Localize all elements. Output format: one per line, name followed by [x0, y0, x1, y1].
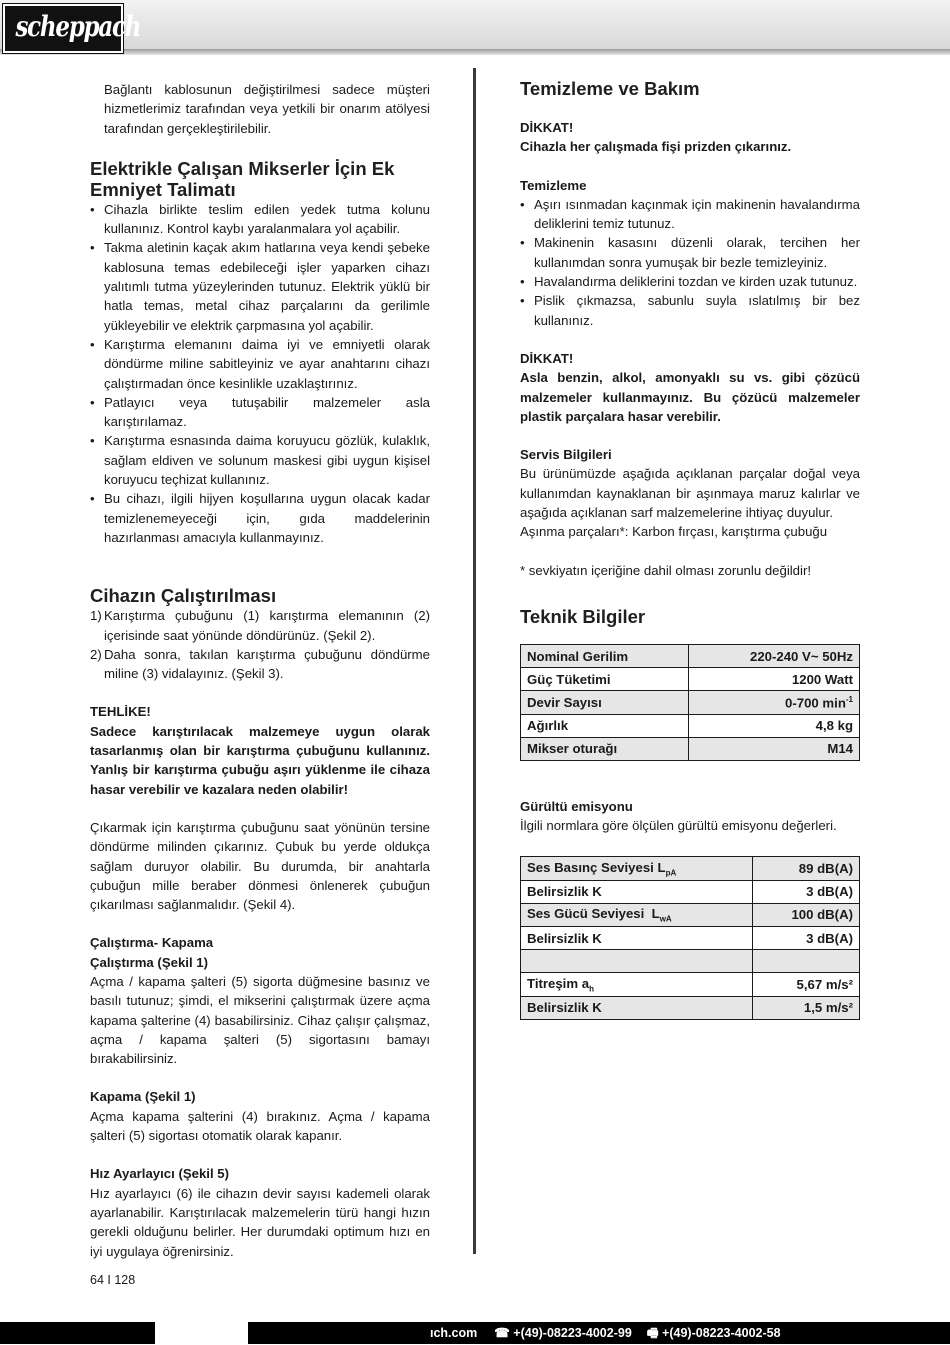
list-item: 2) Daha sonra, takılan karıştırma çubuğunu döndürme miline (3) vidalayınız. (Şekil 3).: [90, 646, 430, 682]
bullet: •: [90, 433, 95, 449]
page-number: 64 I 128: [90, 1273, 136, 1287]
bullet: •: [90, 394, 95, 410]
footer-gap: [155, 1322, 248, 1344]
noise-text: İlgili normlara göre ölçülen gürültü emisyonu değerleri.: [520, 818, 837, 834]
caution-text: Cihazla her çalışmada fişi prizden çıkarınız.: [520, 139, 792, 155]
table-row: Ses Basınç Seviyesi $L_{pA}$ 89 dB(A): [521, 857, 860, 880]
bullet: •: [520, 293, 525, 309]
fax-icon: 🖷: [646, 1326, 659, 1340]
noise-heading: Gürültü emisyonu: [520, 798, 633, 814]
care-heading: Temizleme ve Bakım: [520, 78, 700, 99]
bullet: •: [520, 196, 525, 212]
phone-number: +(49)-08223-4002-99: [513, 1326, 632, 1340]
list-item: • Makinenin kasasını düzenli olarak, tercihen her kullanımdan sonra yumuşak bir bezle temizleyiniz.: [520, 235, 860, 270]
service-heading: Servis Bilgileri: [520, 447, 612, 463]
right-column: [520, 78, 860, 1020]
table-row: Nominal Gerilim 220-240 V~ 50Hz: [521, 644, 860, 667]
noise-table: [520, 856, 860, 1019]
logo-text: scheppach: [15, 10, 141, 43]
list-item: • Takma aletinin kaçak akım hatlarına veya kendi şebeke kablosuna temas edebileceği işler yaparken cihazı yalıtımlı tutma yüzeylerinden tutunuz. Elektrik yüklü bir hatla temas, metal cihaz parçalarını da gerilimle yükleyebilir ve elektrik çarpmasına yol açabilir.: [90, 240, 430, 333]
danger-text: Sadece karıştırılacak malzemeye uygun olarak tasarlanmış olan bir karıştırma çubuğunu kullanınız. Yanlış bir karıştırma çubuğu aşırı yüklenme ile cihaza hasar verebilir ve kazalara neden olabilir!: [90, 723, 430, 797]
wear-parts-text: Aşınma parçaları*: Karbon fırçası, karıştırma çubuğu: [520, 524, 828, 540]
phone-icon: ☎: [494, 1326, 510, 1340]
table-row: Ses Gücü Seviyesi $L_{wA}$ 100 dB(A): [521, 903, 860, 926]
table-row: Devir Sayısı 0-700 $\min^{-1}$: [521, 691, 860, 714]
stop-heading: Kapama (Şekil 1): [90, 1089, 196, 1105]
caution-text: Asla benzin, alkol, amonyaklı su vs. gibi çözücü malzemeler kullanmayınız. Bu çözücü malzemeler plastik parçalara hasar verebilir.: [520, 370, 860, 424]
tech-heading: Teknik Bilgiler: [520, 605, 646, 627]
table-row: Belirsizlik K 1,5 m/s²: [521, 996, 860, 1019]
list-item: • Cihazla birlikte teslim edilen yedek tutma kolunu kullanınız. Kontrol kaybı yaralanmalara yol açabilir.: [90, 201, 430, 237]
cleaning-heading: Temizleme: [520, 177, 587, 193]
cleaning-list: [520, 195, 860, 330]
table-row: Belirsizlik K 3 dB(A): [521, 927, 860, 950]
table-row: Titreşim $a_h$ 5,67 m/s²: [521, 973, 860, 996]
bullet: •: [90, 201, 95, 217]
start-text: Açma / kapama şalteri (5) sigorta düğmesine basınız ve basılı tutunuz; şimdi, el mikserini çalıştırmak üzere açma kapama şalterine (4) basabilirsiniz. Cihaz çalışır çalışmaz, açma / kapama şalteri (5) sigortasını bamayı bırakabilirsiniz.: [90, 973, 430, 1067]
bullet: •: [90, 336, 95, 352]
bullet: •: [520, 235, 525, 251]
bullet: •: [520, 274, 525, 290]
list-item: • Karıştırma elemanını daima iyi ve emniyetli olarak döndürme miline sabitleyiniz ve ayar anahtarını cihazı çalıştırmadan önce kesinlikle uzaklaştırınız.: [90, 336, 430, 391]
header-divider: [0, 49, 950, 55]
table-row: Belirsizlik K 3 dB(A): [521, 880, 860, 903]
list-item: • Aşırı ısınmadan kaçınmak için makinenin havalandırma deliklerini temiz tutunuz.: [520, 196, 860, 232]
left-column: [90, 80, 430, 1261]
bullet: •: [90, 240, 95, 256]
caution-title: DİKKAT!: [520, 120, 574, 135]
column-divider: [473, 68, 476, 1254]
danger-title: TEHLİKE!: [90, 704, 151, 720]
list-item: • Havalandırma deliklerini tozdan ve kirden uzak tutunuz.: [520, 272, 860, 291]
footer-contact: [430, 1324, 900, 1345]
list-item: • Karıştırma esnasında daima koruyucu gözlük, kulaklık, sağlam eldiven ve solunum maskesi gibi uygun kişisel koruyucu teçhizat kullanınız.: [90, 433, 430, 488]
delivery-note: * sevkiyatın içeriğine dahil olması zorunlu değildir!: [520, 562, 812, 578]
start-heading: Çalıştırma (Şekil 1): [90, 954, 209, 970]
on-off-heading: Çalıştırma- Kapama: [90, 935, 214, 951]
table-row: Ağırlık 4,8 kg: [521, 714, 860, 737]
safety-heading: Elektrikle Çalışan Mikserler İçin Ek Emniyet Talimatı: [90, 157, 395, 200]
list-item: • Patlayıcı veya tutuşabilir malzemeler asla karıştırılamaz.: [90, 394, 430, 430]
brand-logo: [3, 4, 141, 53]
caution-title: DİKKAT!: [520, 350, 574, 366]
operation-steps: [90, 606, 430, 683]
table-row: Güç Tüketimi 1200 Watt: [521, 668, 860, 691]
bullet: •: [90, 491, 95, 507]
website-link[interactable]: ıch.com: [430, 1326, 478, 1340]
table-row: Mikser oturağı M14: [521, 737, 860, 760]
remove-text: Çıkarmak için karıştırma çubuğunu saat yönünün tersine döndürme milinden çıkarınız. Çubuk bu yerde oldukça sağlam duruyor olabilir. Bu durumda, bir anahtarla çubuğun mille beraber dönmesi önlenerek çubuğun çıkarılması sağlanmalıdır. (Şekil 4).: [90, 819, 430, 913]
speed-heading: Hız Ayarlayıcı (Şekil 5): [90, 1166, 230, 1182]
stop-text: Açma kapama şalterini (4) bırakınız. Açma / kapama şalteri (5) sigortası otomatik olarak kapanır.: [90, 1108, 430, 1144]
table-row: [521, 950, 860, 973]
cable-replacement-text: Bağlantı kablosunun değiştirilmesi sadece müşteri hizmetlerimiz tarafından veya yetkili bir onarım atölyesi tarafından gerçekleştirilebilir.: [104, 82, 430, 136]
operation-heading: Cihazın Çalıştırılması: [90, 585, 277, 607]
list-item: 1) Karıştırma çubuğunu (1) karıştırma elemanının (2) içerisinde saat yönünde döndürünüz. (Şekil 2).: [90, 608, 430, 643]
service-text: Bu ürünümüzde aşağıda açıklanan parçalar doğal veya kullanımdan kaynaklanan bir aşınmaya maruz kalırlar ve aşağıda açıklanan sarf malzemelerine ihtiyaç duyulur.: [520, 466, 860, 521]
speed-text: Hız ayarlayıcı (6) ile cihazın devir sayısı kademeli olarak ayarlanabilir. Karıştırılacak malzemelerin türü hangi hızın gerekli olduğunu belirler. Her durumdaki optimum hızı en iyi uygulaya öğrenirsiniz.: [90, 1185, 430, 1259]
page-header: [0, 0, 950, 50]
list-item: • Pislik çıkmazsa, sabunlu suyla ıslatılmış bir bez kullanınız.: [520, 293, 860, 328]
fax-number: +(49)-08223-4002-58: [662, 1326, 781, 1340]
safety-list: [90, 200, 430, 547]
list-item: • Bu cihazı, ilgili hijyen koşullarına uygun olacak kadar temizlenemeyeceği için, gıda maddelerinin hazırlanması amacıyla kullanmayınız.: [90, 491, 430, 545]
tech-table: [520, 644, 860, 761]
